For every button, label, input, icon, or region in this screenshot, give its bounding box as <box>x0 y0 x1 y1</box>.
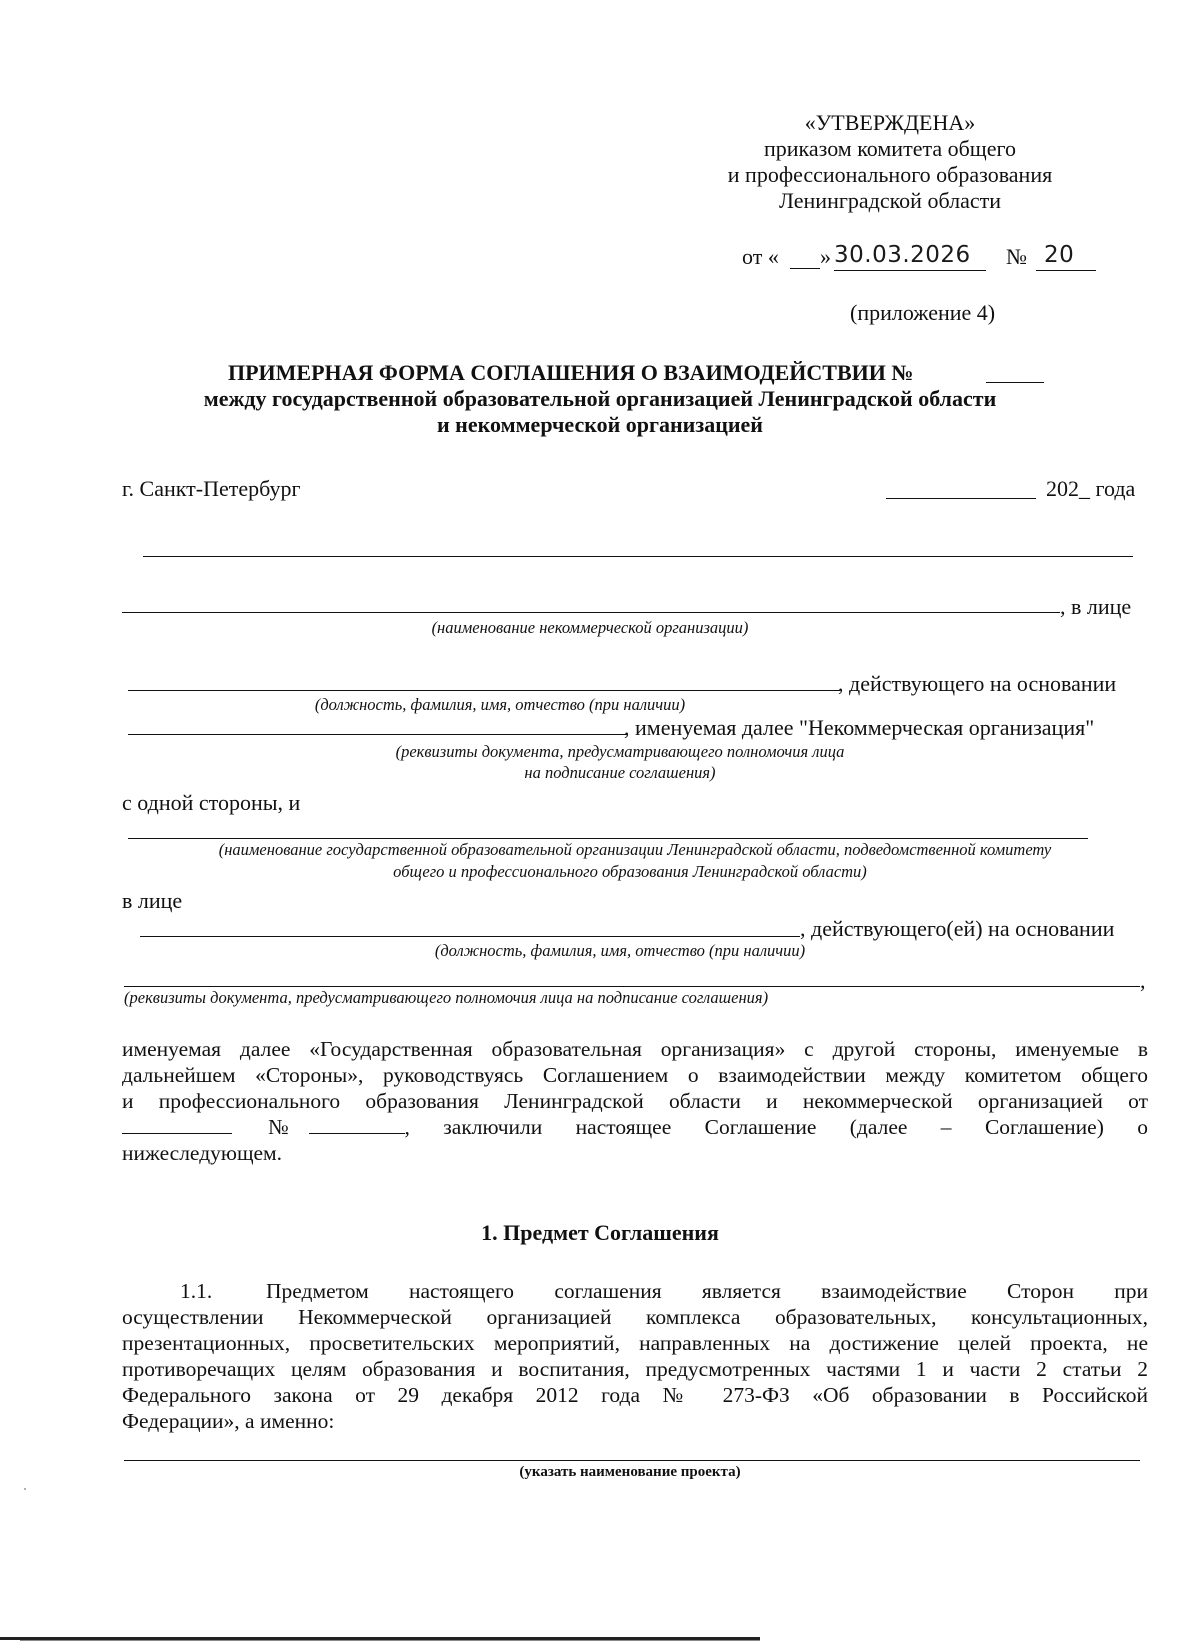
preamble-line-4 <box>122 1114 1148 1140</box>
form-subtitle-2: и некоммерческой организацией <box>437 412 763 437</box>
named-nko-label: , именуемая далее "Некоммерческая организация" <box>624 715 1095 740</box>
state-org-caption-1: (наименование государственной образовательной организации Ленинградской области, подведомственной комитету <box>218 840 1052 859</box>
one-side-label: с одной стороны, и <box>122 790 301 815</box>
authority-doc-caption-1: (реквизиты документа, предусматривающего полномочия лица <box>395 742 845 761</box>
form-subtitle-1: между государственной образовательной организацией Ленинградской области <box>203 386 997 411</box>
order-number-value: 20 <box>1044 242 1075 268</box>
form-number-blank <box>986 382 1044 383</box>
authority-doc-line <box>128 734 626 735</box>
clause-1-1-line-6: Федерации», а именно: <box>122 1409 335 1433</box>
project-name-caption: (указать наименование проекта) <box>519 1464 741 1480</box>
state-authority-comma: , <box>1140 968 1146 993</box>
org-name-line-2 <box>122 612 1060 613</box>
preamble-paragraph <box>122 1036 1148 1166</box>
section-1-heading: 1. Предмет Соглашения <box>481 1220 719 1245</box>
agreement-year: 202_ года <box>1046 476 1136 501</box>
preamble-line-3: и профессионального образования Ленинградской области и некоммерческой организацией от <box>122 1089 1148 1113</box>
form-title: ПРИМЕРНАЯ ФОРМА СОГЛАШЕНИЯ О ВЗАИМОДЕЙСТВИИ № <box>228 360 914 385</box>
clause-1-1-line-5: Федерального закона от 29 декабря 2012 года № 273-ФЗ «Об образовании в Российской <box>122 1383 1148 1407</box>
state-authority-doc-caption: (реквизиты документа, предусматривающего полномочия лица на подписание соглашения) <box>124 988 769 1007</box>
appendix-label: (приложение 4) <box>850 300 996 325</box>
clause-1-1-line-1 <box>122 1278 1148 1304</box>
order-date-quote: » <box>820 244 831 269</box>
acting-basis-label: , действующего на основании <box>838 671 1117 696</box>
clause-number: 1.1. <box>180 1279 213 1303</box>
agreement-date-blank <box>122 1115 232 1134</box>
state-in-person-label: в лице <box>122 888 183 913</box>
scan-speck <box>24 1488 26 1490</box>
preamble-line-5: нижеследующем. <box>122 1141 283 1165</box>
preamble-line-2: дальнейшем «Стороны», руководствуясь Соглашением о взаимодействии между комитетом общего <box>122 1063 1148 1087</box>
preamble-line-4-text: , заключили настоящее Соглашение (далее – Соглашение) о <box>404 1115 1148 1139</box>
clause-1-1-line-4: противоречащих целям образования и воспитания, предусмотренных частями 1 и части 2 статьи 2 <box>122 1357 1148 1381</box>
approval-line-1: приказом комитета общего <box>764 136 1016 161</box>
state-representative-line <box>140 936 800 937</box>
state-org-caption-2: общего и профессионального образования Ленинградской области) <box>393 862 867 881</box>
scan-edge-shadow <box>20 1640 760 1641</box>
project-name-line <box>124 1460 1140 1461</box>
in-person-label: , в лице <box>1060 594 1132 619</box>
org-name-line-1 <box>143 556 1133 557</box>
approval-line-2: и профессионального образования <box>727 162 1053 187</box>
state-org-line <box>128 838 1088 839</box>
state-authority-doc-line <box>124 986 1140 987</box>
order-number-line <box>1036 270 1096 271</box>
approval-line-3: Ленинградской области <box>779 188 1001 213</box>
approval-stamp: «УТВЕРЖДЕНА» <box>804 110 976 135</box>
place-city: г. Санкт-Петербург <box>122 476 301 501</box>
clause-1-1-line-3: презентационных, просветительских мероприятий, направленных на достижение целей проекта, не <box>122 1331 1148 1355</box>
section-1-paragraph <box>122 1278 1148 1434</box>
representative-caption: (должность, фамилия, имя, отчество (при наличии) <box>314 695 686 714</box>
agreement-date-line <box>886 498 1036 499</box>
preamble-line-1: именуемая далее «Государственная образовательная организация» с другой стороны, именуемые в <box>122 1037 1148 1061</box>
authority-doc-caption-2: на подписание соглашения) <box>524 763 716 782</box>
order-date-prefix: от « <box>742 244 779 269</box>
clause-1-1-text-1: Предметом настоящего соглашения является взаимодействие Сторон при <box>266 1279 1148 1303</box>
order-day-blank <box>790 268 820 269</box>
agreement-number-blank <box>309 1115 405 1134</box>
representative-line <box>128 690 840 691</box>
org-name-caption: (наименование некоммерческой организации) <box>431 618 749 637</box>
order-date-line <box>834 270 986 271</box>
agreement-number-sign: № <box>268 1115 289 1139</box>
state-acting-basis-label: , действующего(ей) на основании <box>800 916 1115 941</box>
state-representative-caption: (должность, фамилия, имя, отчество (при наличии) <box>434 941 806 960</box>
order-number-sign: № <box>1006 244 1027 269</box>
clause-1-1-line-2: осуществлении Некоммерческой организацией комплекса образовательных, консультационных, <box>122 1305 1148 1329</box>
order-date-value: 30.03.2026 <box>834 242 971 268</box>
